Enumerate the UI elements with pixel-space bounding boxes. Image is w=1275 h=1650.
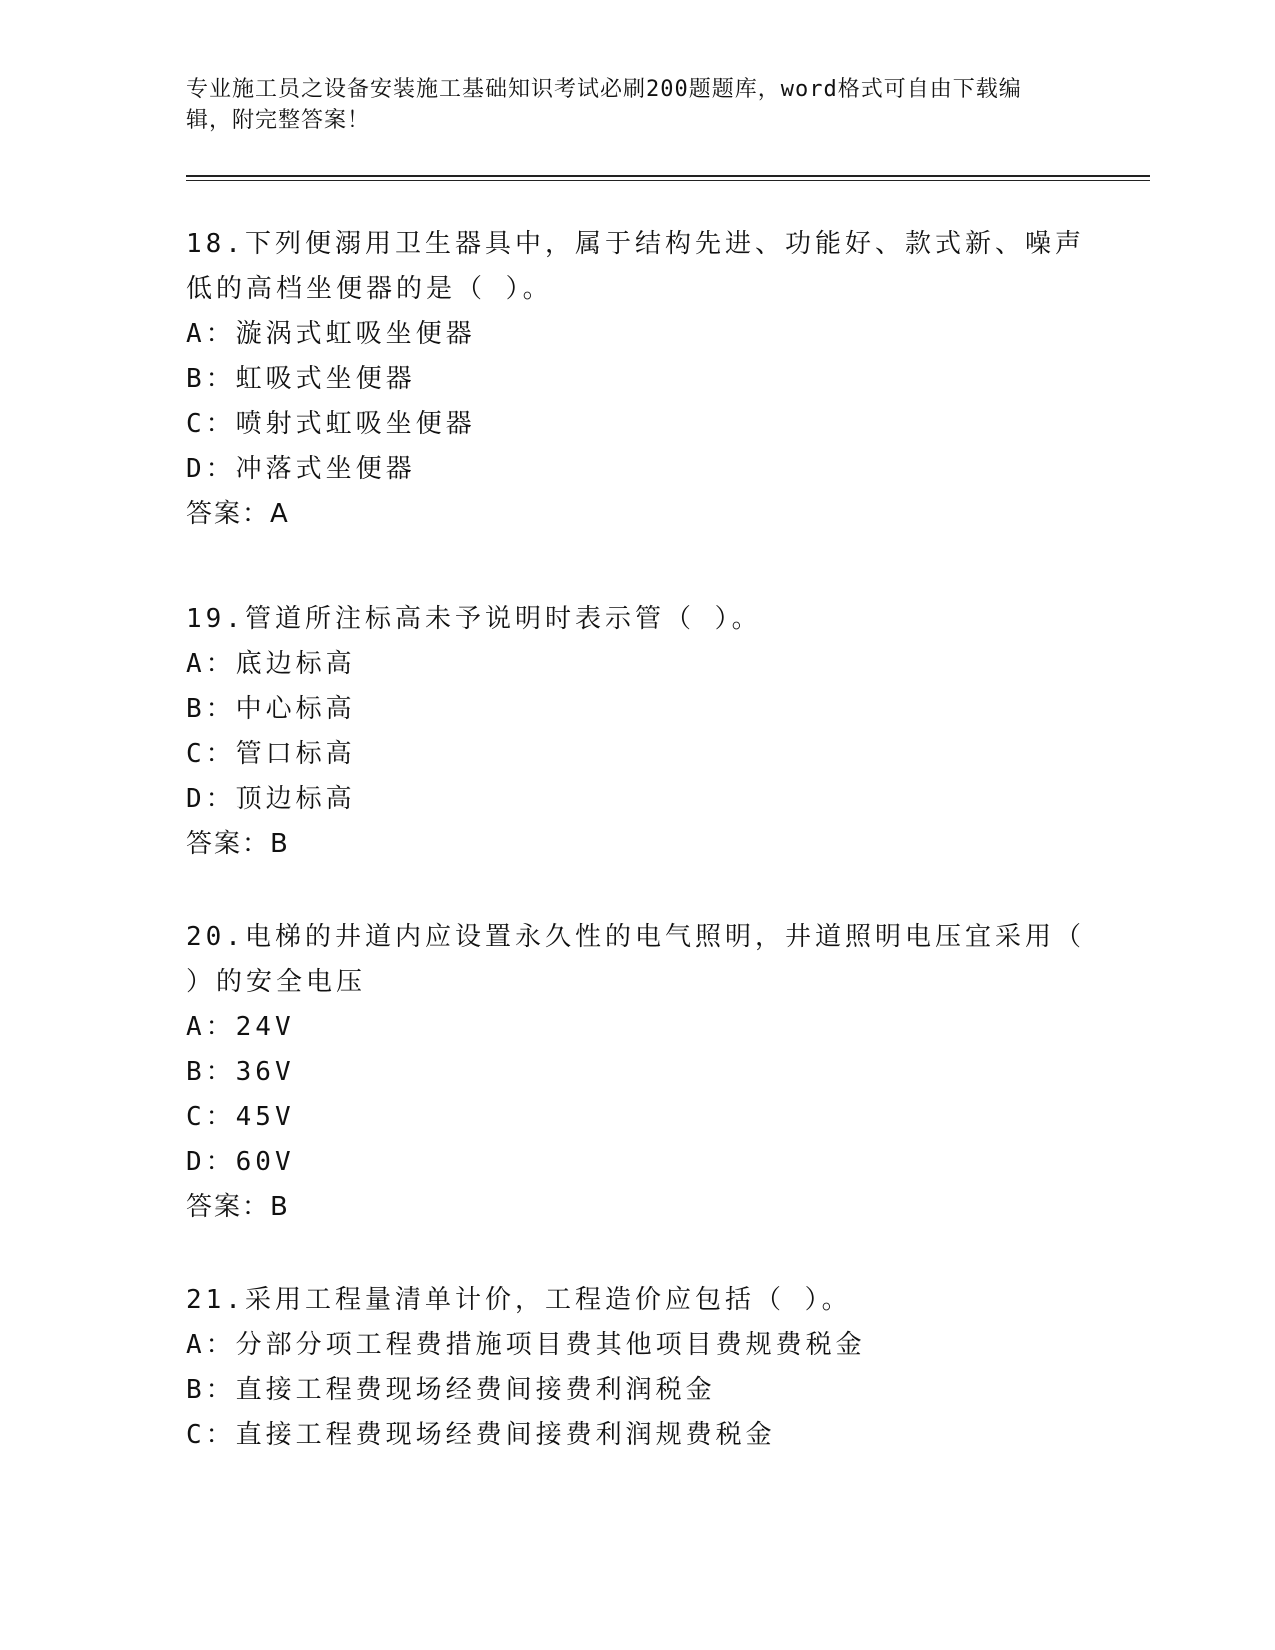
answer: 答案：A <box>186 499 290 529</box>
question-stem: 21.采用工程量清单计价，工程造价应包括（ ）。 <box>186 1285 852 1315</box>
option-d: D：顶边标高 <box>186 784 356 814</box>
header-divider-thin <box>186 180 1150 181</box>
question-18 <box>186 222 1086 537</box>
option-b: B：36V <box>186 1057 295 1087</box>
question-stem: 20.电梯的井道内应设置永久性的电气照明，井道照明电压宜采用（ ）的安全电压 <box>186 922 1085 997</box>
question-20 <box>186 915 1086 1230</box>
option-c: C：直接工程费现场经费间接费利润规费税金 <box>186 1420 776 1450</box>
option-c: C：喷射式虹吸坐便器 <box>186 409 476 439</box>
option-b: B：虹吸式坐便器 <box>186 364 416 394</box>
question-stem: 19.管道所注标高未予说明时表示管（ ）。 <box>186 604 762 634</box>
option-d: D：60V <box>186 1147 295 1177</box>
answer: 答案：B <box>186 1192 290 1222</box>
option-c: C：管口标高 <box>186 739 356 769</box>
option-a: A：底边标高 <box>186 649 356 679</box>
option-a: A：分部分项工程费措施项目费其他项目费规费税金 <box>186 1330 866 1360</box>
option-b: B：中心标高 <box>186 694 356 724</box>
option-d: D：冲落式坐便器 <box>186 454 416 484</box>
document-header: 专业施工员之设备安装施工基础知识考试必刷200题题库，word格式可自由下载编辑，附完整答案！ <box>186 77 1022 133</box>
option-b: B：直接工程费现场经费间接费利润税金 <box>186 1375 716 1405</box>
option-a: A：漩涡式虹吸坐便器 <box>186 319 476 349</box>
question-19 <box>186 597 1086 867</box>
option-c: C：45V <box>186 1102 295 1132</box>
answer: 答案：B <box>186 829 290 859</box>
option-a: A：24V <box>186 1012 295 1042</box>
question-stem: 18.下列便溺用卫生器具中，属于结构先进、功能好、款式新、噪声低的高档坐便器的是（ ）。 <box>186 229 1085 304</box>
question-21 <box>186 1278 1086 1458</box>
header-divider <box>186 175 1150 177</box>
